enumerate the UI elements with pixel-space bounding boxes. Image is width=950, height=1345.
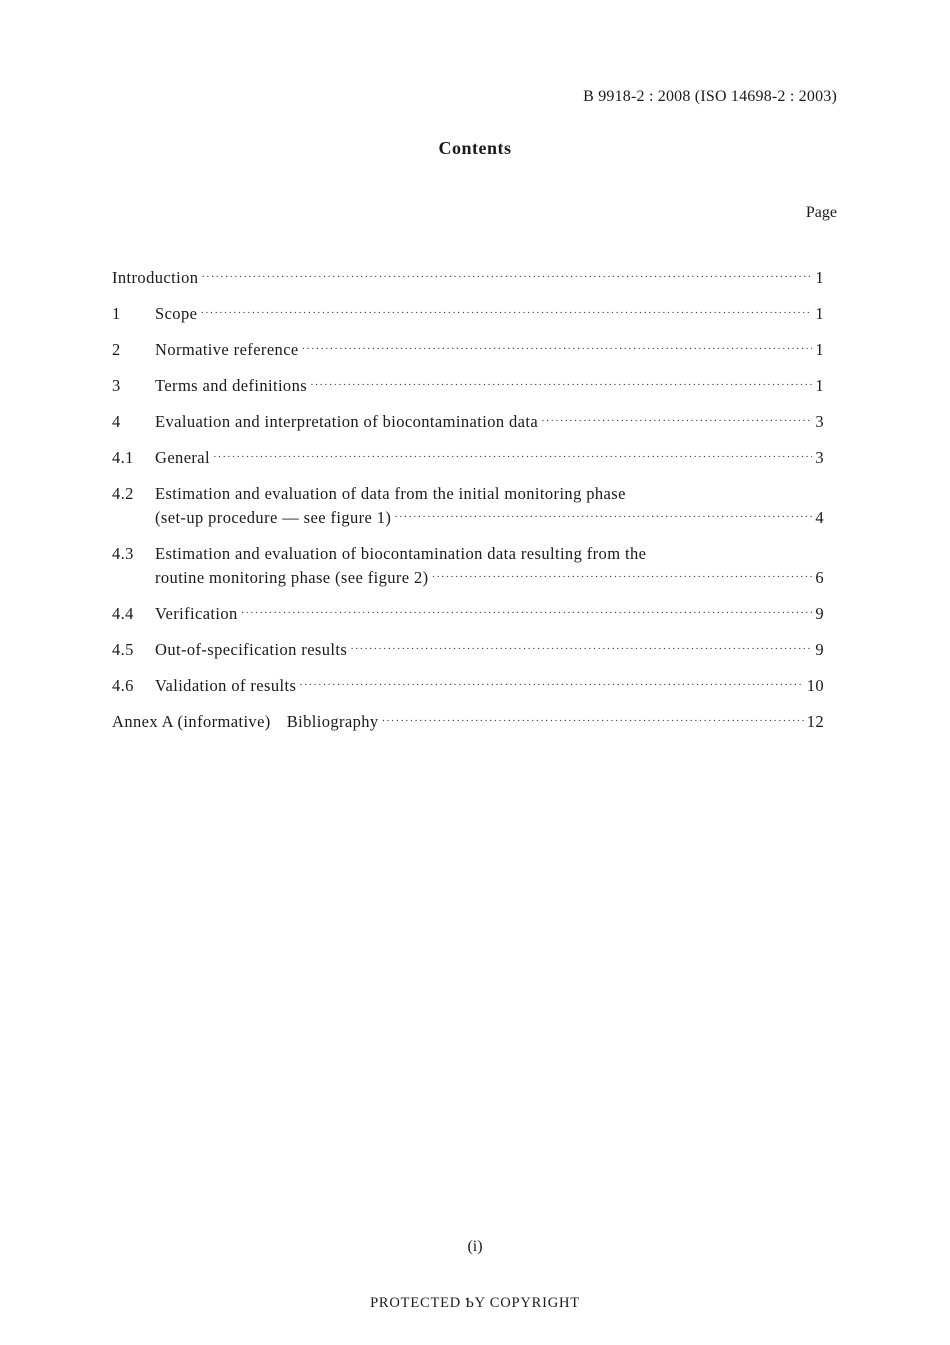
toc-entry-general[interactable]	[112, 446, 824, 472]
toc-entry-title: Introduction	[112, 268, 199, 287]
leader-dots	[432, 565, 813, 589]
toc-entry-title-line2: (set-up procedure — see figure 1)	[155, 508, 392, 527]
document-code: B 9918-2 : 2008 (ISO 14698-2 : 2003)	[583, 88, 837, 105]
toc-entry-title-line1: Estimation and evaluation of data from the initial monitoring phase	[155, 484, 626, 503]
toc-page-number: 3	[815, 448, 824, 467]
toc-entry-verification[interactable]	[112, 602, 824, 628]
toc-section-number: 4.4	[112, 604, 134, 623]
toc-entry-evaluation[interactable]	[112, 410, 824, 436]
toc-page-number: 10	[806, 676, 824, 695]
toc-section-number: 4.6	[112, 676, 134, 695]
toc-section-number: 4.2	[112, 484, 134, 503]
toc-entry-title-line1: Estimation and evaluation of biocontamination data resulting from the	[155, 544, 647, 563]
toc-page-number: 1	[815, 268, 824, 287]
toc-page-number: 1	[815, 304, 824, 323]
leader-dots	[382, 709, 804, 733]
toc-entry-title: General	[155, 448, 211, 467]
toc-section-number: 4	[112, 412, 121, 431]
copyright-notice: PROTECTED ƄY COPYRIGHT	[370, 1295, 580, 1311]
toc-entry-introduction[interactable]	[112, 266, 824, 292]
leader-dots	[350, 637, 812, 661]
toc-entry-title: Verification	[155, 604, 238, 623]
leader-dots	[299, 673, 803, 697]
page-column-label: Page	[805, 204, 837, 221]
toc-entry-title: Out-of-specification results	[155, 640, 348, 659]
toc-entry-validation[interactable]	[112, 674, 824, 700]
leader-dots	[394, 505, 812, 529]
toc-entry-annex-a-bibliography[interactable]	[112, 710, 824, 736]
toc-annex-label: Annex A (informative)	[112, 712, 271, 731]
leader-dots	[200, 301, 812, 325]
toc-entry-scope[interactable]	[112, 302, 824, 328]
toc-page-number: 9	[815, 604, 824, 623]
toc-entry-routine-monitoring[interactable]	[112, 542, 824, 592]
leader-dots	[241, 601, 813, 625]
leader-dots	[310, 373, 812, 397]
toc-entry-title: Scope	[155, 304, 198, 323]
toc-page-number: 1	[815, 376, 824, 395]
toc-entry-terms-and-definitions[interactable]	[112, 374, 824, 400]
toc-entry-title-line2: routine monitoring phase (see figure 2)	[155, 568, 429, 587]
toc-section-number: 1	[112, 304, 121, 323]
leader-dots	[302, 337, 813, 361]
toc-page-number: 3	[815, 412, 824, 431]
toc-entry-title: Terms and definitions	[155, 376, 308, 395]
toc-section-number: 2	[112, 340, 121, 359]
toc-section-number: 4.5	[112, 640, 134, 659]
toc-entry-title: Bibliography	[286, 712, 379, 731]
toc-entry-initial-monitoring[interactable]	[112, 482, 824, 532]
footer-page-number: (i)	[467, 1238, 483, 1255]
toc-page-number: 4	[815, 508, 824, 527]
leader-dots	[213, 445, 812, 469]
table-of-contents	[112, 266, 824, 746]
toc-page-number: 12	[806, 712, 824, 731]
toc-page-number: 6	[815, 568, 824, 587]
toc-section-number: 3	[112, 376, 121, 395]
toc-section-number: 4.3	[112, 544, 134, 563]
toc-entry-title: Normative reference	[155, 340, 299, 359]
page-title: Contents	[438, 138, 512, 158]
leader-dots	[541, 409, 812, 433]
toc-entry-title: Validation of results	[155, 676, 297, 695]
toc-page-number: 1	[815, 340, 824, 359]
toc-entry-out-of-specification[interactable]	[112, 638, 824, 664]
toc-section-number: 4.1	[112, 448, 134, 467]
toc-entry-normative-reference[interactable]	[112, 338, 824, 364]
leader-dots	[201, 265, 812, 289]
toc-entry-title: Evaluation and interpretation of biocontamination data	[155, 412, 539, 431]
toc-page-number: 9	[815, 640, 824, 659]
